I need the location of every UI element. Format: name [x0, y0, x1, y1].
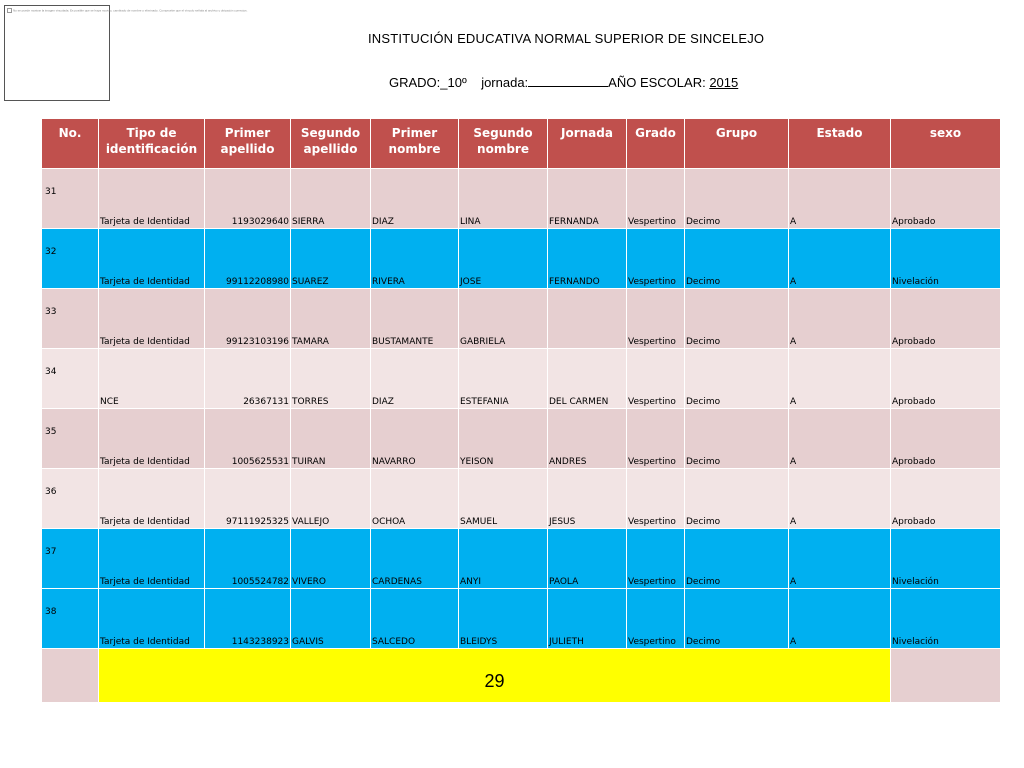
cell-grupo[interactable]: A [789, 229, 891, 289]
cell-document-number[interactable]: 97111925325 [205, 469, 291, 529]
cell-no[interactable]: 33 [42, 289, 99, 349]
cell-grupo[interactable]: A [789, 529, 891, 589]
cell-no[interactable]: 38 [42, 589, 99, 649]
cell-segundo-nombre[interactable]: FERNANDO [548, 229, 627, 289]
total-right-cell [891, 649, 1001, 703]
cell-jornada[interactable]: Vespertino [627, 289, 685, 349]
cell-grado[interactable]: Decimo [685, 529, 789, 589]
cell-primer-nombre[interactable]: BLEIDYS [459, 589, 548, 649]
cell-jornada[interactable]: Vespertino [627, 589, 685, 649]
cell-primer-apellido[interactable]: GALVIS [291, 589, 371, 649]
cell-primer-nombre[interactable]: ANYI [459, 529, 548, 589]
cell-segundo-nombre[interactable]: PAOLA [548, 529, 627, 589]
table-row [42, 349, 1001, 409]
cell-segundo-apellido[interactable]: RIVERA [371, 229, 459, 289]
cell-tipo-identificacion[interactable]: NCE [99, 349, 205, 409]
cell-segundo-nombre[interactable]: ANDRES [548, 409, 627, 469]
cell-grado[interactable]: Decimo [685, 349, 789, 409]
cell-segundo-nombre[interactable] [548, 289, 627, 349]
cell-grupo[interactable]: A [789, 469, 891, 529]
cell-segundo-nombre[interactable]: JULIETH [548, 589, 627, 649]
col-header-grado[interactable]: Grado [627, 119, 685, 169]
cell-primer-nombre[interactable]: SAMUEL [459, 469, 548, 529]
cell-grupo[interactable]: A [789, 169, 891, 229]
cell-document-number[interactable]: 1143238923 [205, 589, 291, 649]
cell-no[interactable]: 31 [42, 169, 99, 229]
table-row [42, 409, 1001, 469]
cell-segundo-apellido[interactable]: SALCEDO [371, 589, 459, 649]
cell-tipo-identificacion[interactable]: Tarjeta de Identidad [99, 529, 205, 589]
cell-segundo-apellido[interactable]: NAVARRO [371, 409, 459, 469]
col-header-jornada[interactable]: Jornada [548, 119, 627, 169]
cell-estado[interactable]: Nivelación [891, 529, 1001, 589]
cell-document-number[interactable]: 99123103196 [205, 289, 291, 349]
cell-primer-nombre[interactable]: LINA [459, 169, 548, 229]
cell-jornada[interactable]: Vespertino [627, 529, 685, 589]
cell-tipo-identificacion[interactable]: Tarjeta de Identidad [99, 469, 205, 529]
cell-estado[interactable]: Aprobado [891, 409, 1001, 469]
col-header-tipo-identificacion[interactable]: Tipo de identificación [99, 119, 205, 169]
cell-tipo-identificacion[interactable]: Tarjeta de Identidad [99, 289, 205, 349]
cell-grado[interactable]: Decimo [685, 289, 789, 349]
col-header-grupo[interactable]: Grupo [685, 119, 789, 169]
col-header-segundo-nombre[interactable]: Segundo nombre [459, 119, 548, 169]
cell-tipo-identificacion[interactable]: Tarjeta de Identidad [99, 589, 205, 649]
table-header-row [42, 119, 1001, 169]
grade-label: GRADO:_10º [389, 75, 467, 90]
cell-primer-nombre[interactable]: GABRIELA [459, 289, 548, 349]
cell-estado[interactable]: Aprobado [891, 469, 1001, 529]
cell-segundo-apellido[interactable]: DIAZ [371, 349, 459, 409]
cell-grado[interactable]: Decimo [685, 169, 789, 229]
col-header-sexo[interactable]: sexo [891, 119, 1001, 169]
cell-estado[interactable]: Nivelación [891, 589, 1001, 649]
cell-segundo-apellido[interactable]: CARDENAS [371, 529, 459, 589]
cell-estado[interactable]: Aprobado [891, 289, 1001, 349]
table-row [42, 289, 1001, 349]
cell-jornada[interactable]: Vespertino [627, 409, 685, 469]
total-count[interactable]: 29 [99, 649, 891, 703]
cell-estado[interactable]: Aprobado [891, 169, 1001, 229]
table-row [42, 229, 1001, 289]
cell-document-number[interactable]: 1005625531 [205, 409, 291, 469]
cell-document-number[interactable]: 1005524782 [205, 529, 291, 589]
cell-primer-nombre[interactable]: ESTEFANIA [459, 349, 548, 409]
cell-tipo-identificacion[interactable]: Tarjeta de Identidad [99, 409, 205, 469]
grade-line [389, 75, 738, 90]
total-left-cell [42, 649, 99, 703]
cell-primer-apellido[interactable]: SIERRA [291, 169, 371, 229]
broken-image-icon: No se puede mostrar la imagen vinculada. Es posible que se haya movido, cambiado de nombre o eliminado. Compruebe que el vínculo señala al archivo y ubicación correctos. [7, 8, 247, 13]
cell-tipo-identificacion[interactable]: Tarjeta de Identidad [99, 169, 205, 229]
col-header-primer-apellido[interactable]: Primer apellido [205, 119, 291, 169]
cell-no[interactable]: 35 [42, 409, 99, 469]
jornada-label: jornada: [481, 75, 529, 90]
cell-document-number[interactable]: 1193029640 [205, 169, 291, 229]
cell-tipo-identificacion[interactable]: Tarjeta de Identidad [99, 229, 205, 289]
cell-jornada[interactable]: Vespertino [627, 169, 685, 229]
cell-segundo-nombre[interactable]: FERNANDA [548, 169, 627, 229]
cell-segundo-nombre[interactable]: JESUS [548, 469, 627, 529]
cell-grado[interactable]: Decimo [685, 589, 789, 649]
cell-document-number[interactable]: 99112208980 [205, 229, 291, 289]
cell-segundo-apellido[interactable]: OCHOA [371, 469, 459, 529]
institution-title: INSTITUCIÓN EDUCATIVA NORMAL SUPERIOR DE SINCELEJO [368, 31, 765, 46]
cell-segundo-apellido[interactable]: BUSTAMANTE [371, 289, 459, 349]
cell-segundo-apellido[interactable]: DIAZ [371, 169, 459, 229]
table-row [42, 169, 1001, 229]
jornada-blank [528, 75, 608, 87]
cell-grado[interactable]: Decimo [685, 409, 789, 469]
col-header-no[interactable]: No. [42, 119, 99, 169]
col-header-segundo-apellido[interactable]: Segundo apellido [291, 119, 371, 169]
cell-primer-nombre[interactable]: YEISON [459, 409, 548, 469]
cell-no[interactable]: 36 [42, 469, 99, 529]
table-row [42, 589, 1001, 649]
cell-primer-apellido[interactable]: SUAREZ [291, 229, 371, 289]
col-header-estado[interactable]: Estado [789, 119, 891, 169]
cell-primer-apellido[interactable]: TORRES [291, 349, 371, 409]
year-label: AÑO ESCOLAR: [608, 75, 706, 90]
cell-jornada[interactable]: Vespertino [627, 469, 685, 529]
cell-primer-nombre[interactable]: JOSE [459, 229, 548, 289]
col-header-primer-nombre[interactable]: Primer nombre [371, 119, 459, 169]
cell-jornada[interactable]: Vespertino [627, 229, 685, 289]
table-row [42, 529, 1001, 589]
school-year: 2015 [709, 75, 739, 90]
cell-segundo-nombre[interactable]: DEL CARMEN [548, 349, 627, 409]
cell-grado[interactable]: Decimo [685, 469, 789, 529]
cell-no[interactable]: 34 [42, 349, 99, 409]
cell-primer-apellido[interactable]: VIVERO [291, 529, 371, 589]
cell-document-number[interactable]: 26367131 [205, 349, 291, 409]
cell-primer-apellido[interactable]: VALLEJO [291, 469, 371, 529]
cell-jornada[interactable]: Vespertino [627, 349, 685, 409]
cell-no[interactable]: 32 [42, 229, 99, 289]
cell-no[interactable]: 37 [42, 529, 99, 589]
table-row [42, 469, 1001, 529]
cell-grado[interactable]: Decimo [685, 229, 789, 289]
total-row [42, 649, 1001, 703]
cell-primer-apellido[interactable]: TAMARA [291, 289, 371, 349]
cell-estado[interactable]: Nivelación [891, 229, 1001, 289]
students-table [41, 118, 1001, 703]
cell-grupo[interactable]: A [789, 289, 891, 349]
cell-estado[interactable]: Aprobado [891, 349, 1001, 409]
cell-grupo[interactable]: A [789, 409, 891, 469]
cell-grupo[interactable]: A [789, 349, 891, 409]
institution-logo-placeholder [4, 5, 248, 101]
cell-grupo[interactable]: A [789, 589, 891, 649]
cell-primer-apellido[interactable]: TUIRAN [291, 409, 371, 469]
